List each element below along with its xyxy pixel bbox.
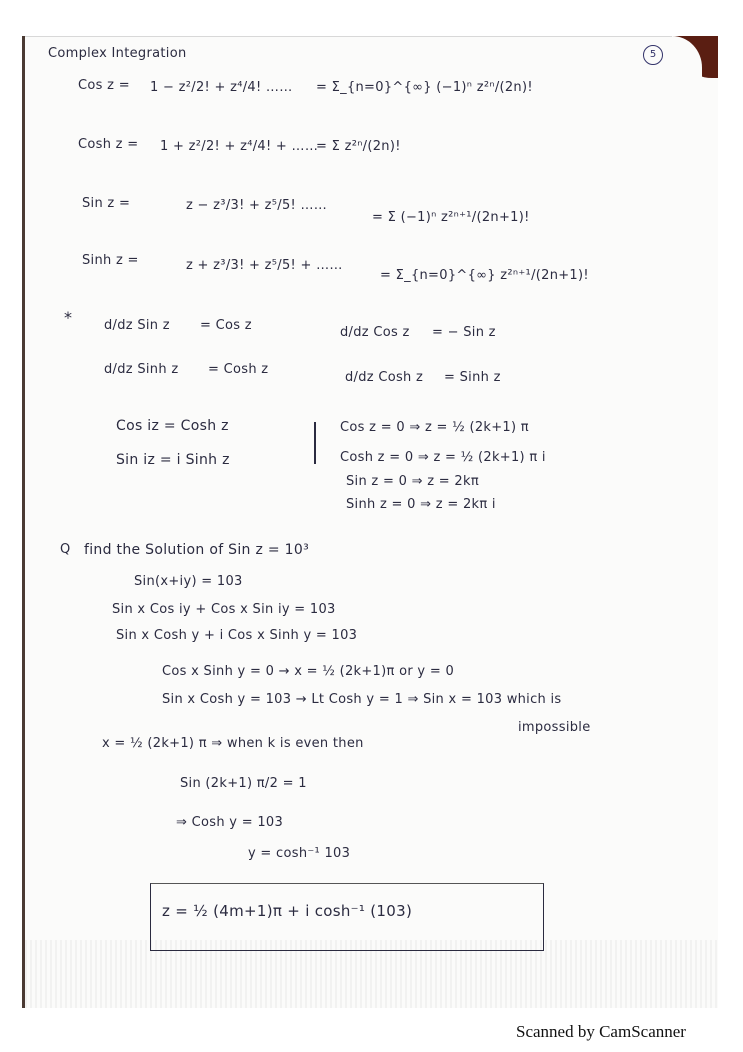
derivative-cosh-lhs: d/dz Cosh z [345,370,424,385]
zero-sinh: Sinh z = 0 ⇒ z = 2kπ i [346,497,496,512]
series-cos-label: Cos z = [78,78,130,93]
zero-cos: Cos z = 0 ⇒ z = ½ (2k+1) π [340,420,529,435]
page-number-badge: 5 [643,45,663,65]
scanned-page [22,36,718,1008]
scanner-watermark: Scanned by CamScanner [516,1022,686,1041]
identity-cos-iz: Cos iz = Cosh z [116,418,229,434]
step-1: Sin(x+iy) = 103 [134,574,243,589]
step-8: ⇒ Cosh y = 103 [176,815,284,830]
derivative-cos-lhs: d/dz Cos z [340,325,410,340]
series-sin-label: Sin z = [82,196,131,211]
series-sinh-sum: = Σ_{n=0}^{∞} z²ⁿ⁺¹/(2n+1)! [380,268,589,283]
series-sinh-expansion: z + z³/3! + z⁵/5! + …… [186,258,343,273]
column-divider [314,422,316,464]
identity-sin-iz: Sin iz = i Sinh z [116,452,230,468]
derivative-sinh-lhs: d/dz Sinh z [104,362,179,377]
derivative-sinh-rhs: = Cosh z [208,362,269,377]
step-7: Sin (2k+1) π/2 = 1 [180,776,307,791]
step-5-continued: impossible [518,720,591,735]
step-3: Sin x Cosh y + i Cos x Sinh y = 103 [116,628,358,643]
page-top-edge [25,36,685,37]
zero-sin: Sin z = 0 ⇒ z = 2kπ [346,474,479,489]
series-cos-sum: = Σ_{n=0}^{∞} (−1)ⁿ z²ⁿ/(2n)! [316,80,533,95]
page-edge-shadow [22,36,25,1008]
page-title: Complex Integration [48,46,187,61]
step-2: Sin x Cos iy + Cos x Sin iy = 103 [112,602,336,617]
series-sin-sum: = Σ (−1)ⁿ z²ⁿ⁺¹/(2n+1)! [372,210,530,225]
series-cosh-sum: = Σ z²ⁿ/(2n)! [316,139,401,154]
derivative-sin-lhs: d/dz Sin z [104,318,170,333]
series-sinh-label: Sinh z = [82,253,139,268]
series-cosh-expansion: 1 + z²/2! + z⁴/4! + …… [160,139,319,154]
question-prompt: find the Solution of Sin z = 10³ [84,542,309,558]
zero-cosh: Cosh z = 0 ⇒ z = ½ (2k+1) π i [340,450,546,465]
step-9: y = cosh⁻¹ 103 [248,846,351,861]
final-answer: z = ½ (4m+1)π + i cosh⁻¹ (103) [162,902,413,920]
series-cos-expansion: 1 − z²/2! + z⁴/4! …… [150,80,293,95]
derivatives-marker: * [64,308,73,327]
series-sin-expansion: z − z³/3! + z⁵/5! …… [186,198,328,213]
series-cosh-label: Cosh z = [78,137,139,152]
step-5: Sin x Cosh y = 103 → Lt Cosh y = 1 ⇒ Sin x = 103 which is [162,692,562,707]
question-marker: Q [60,542,71,557]
derivative-cos-rhs: = − Sin z [432,325,496,340]
step-6: x = ½ (2k+1) π ⇒ when k is even then [102,736,364,751]
derivative-sin-rhs: = Cos z [200,318,252,333]
derivative-cosh-rhs: = Sinh z [444,370,501,385]
step-4: Cos x Sinh y = 0 → x = ½ (2k+1)π or y = 0 [162,664,455,679]
